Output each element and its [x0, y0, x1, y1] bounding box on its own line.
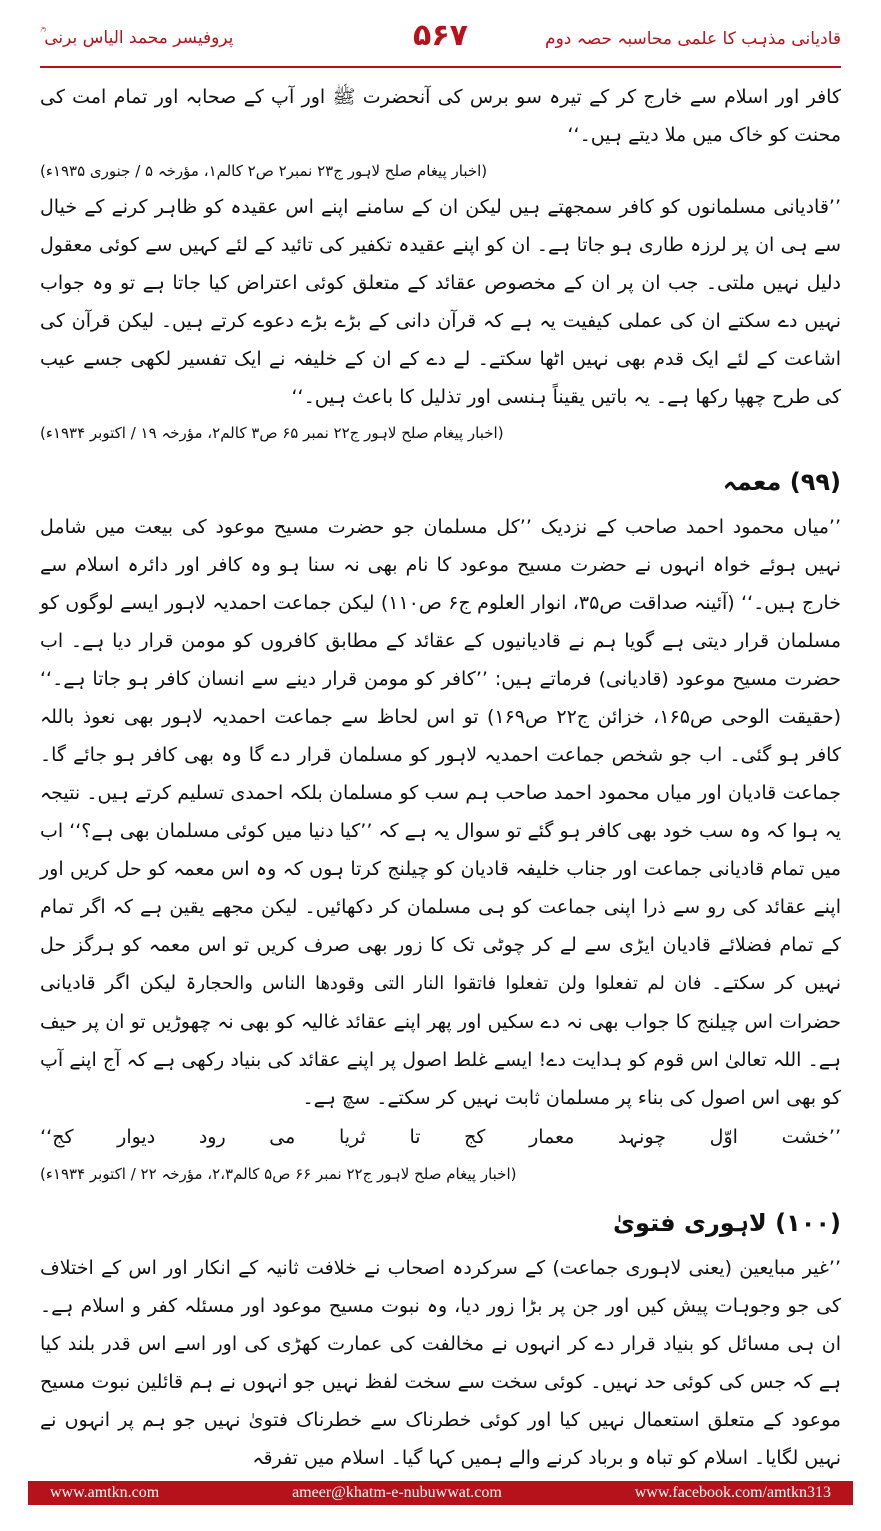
verse-word: تا	[409, 1126, 421, 1148]
reference-2: (اخبار پیغام صلح لاہور ج۲۲ نمبر ۶۵ ص۳ کالم۲، مؤرخہ ۱۹ / اکتوبر ۱۹۳۴ء)	[40, 424, 504, 442]
verse-word: کج	[464, 1126, 486, 1148]
paragraph-3-text: ’’میاں محمود احمد صاحب کے نزدیک ’’کل مسلمان جو حضرت مسیح موعود کی بیعت میں شامل نہیں ہوئے خواہ انہوں نے حضرت مسیح موعود کا نام بھی نہ سنا ہو وہ کافر اور دائرہ اسلام سے خارج ہیں۔‘‘ (آئینہ صداقت ص۳۵، انوار العلوم ج۶ ص۱۱۰) لیکن جماعت احمدیہ لاہور ایسے لوگوں کو مسلمان قرار دیتی ہے گویا ہم نے قادیانیوں کے عقائد کے مطابق کافروں کو مومن قرار دیا ہے۔ اب حضرت مسیح موعود (قادیانی) فرماتے ہیں: ’’کافر کو مومن قرار دینے سے انسان کافر ہو جاتا ہے۔‘‘ (حقیقت الوحی ص۱۶۵، خزائن ج۲۲ ص۱۶۹) تو اس لحاظ سے جماعت احمدیہ لاہور بھی نعوذ باللہ کافر ہو گئی۔ اب جو شخص جماعت احمدیہ لاہور کو مسلمان قرار دے گا وہ بھی کافر ہو جائے گا۔ جماعت قادیان اور میاں محمود احمد صاحب ہم سب کو مسلمان بلکہ احمدی تسلیم کرتے ہیں۔ نتیجہ یہ ہوا کہ وہ سب خود بھی کافر ہو گئے تو سوال یہ ہے کہ ’’کیا دنیا میں کوئی مسلمان بھی ہے؟‘‘ اب میں تمام قادیانی جماعت اور جناب خلیفہ قادیان کو چیلنج کرتا ہوں کہ وہ اس معمہ کو حل کریں اور اپنے عقائد کی رو سے ذرا اپنی جماعت کو ہی مسلمان کر دکھائیں۔ لیکن مجھے یقین ہے کہ اگر تمام کے تمام فضلائے قادیان ایڑی سے لے کر چوٹی تک کا زور بھی صرف کریں تو اس معمہ کو ہرگز حل نہیں کر سکتے۔	[40, 516, 841, 994]
section-heading-99: (۹۹) معمہ	[722, 468, 841, 496]
verse-word: می	[269, 1126, 296, 1148]
email-link[interactable]: ameer@khatm-e-nubuwwat.com	[292, 1484, 502, 1501]
page-content	[40, 78, 841, 1477]
verse-word: رود	[198, 1126, 226, 1148]
persian-couplet	[40, 1117, 841, 1157]
paragraph-3-end: لیکن اگر قادیانی حضرات اس چیلنج کا جواب بھی نہ دے سکیں اور پھر اپنے عقائد غالیہ کو بھی نہ چھوڑیں تو ان پر حیف ہے۔ اللہ تعالیٰ اس قوم کو ہدایت دے! ایسے غلط اصول پر اپنے عقائد کی بنیاد رکھی ہے کہ آج اپنے آپ کو بھی اس اصول کی بناء پر مسلمان ثابت نہیں کر سکتے۔ سچ ہے۔	[40, 972, 841, 1109]
verse-word: ثریا	[338, 1126, 366, 1148]
paragraph-1: کافر اور اسلام سے خارج کر کے تیرہ سو برس کی آنحضرت ﷺ اور آپ کے صحابہ اور تمام امت کی محنت کو خاک میں ملا دیتے ہیں۔‘‘	[40, 86, 841, 146]
verse-word: ’’خشت	[781, 1126, 841, 1148]
quran-verse: فان لم تفعلوا ولن تفعلوا فاتقوا النار التی وقودھا الناس والحجارۃ	[185, 973, 702, 994]
verse-word: چونہد	[618, 1126, 667, 1148]
reference-1: (اخبار پیغام صلح لاہور ج۲۳ نمبر۲ ص۲ کالم۱، مؤرخہ ۵ / جنوری ۱۹۳۵ء)	[40, 162, 488, 180]
verse-word: معمار	[529, 1126, 575, 1148]
page-number: ۵۶۷	[413, 18, 468, 53]
section-heading-100: (۱۰۰) لاہوری فتویٰ	[613, 1209, 841, 1237]
reference-3: (اخبار پیغام صلح لاہور ج۲۲ نمبر ۶۶ ص۵ کالم۲،۳، مؤرخہ ۲۲ / اکتوبر ۱۹۳۴ء)	[40, 1165, 517, 1183]
book-title: قادیانی مذہب کا علمی محاسبہ حصہ دوم	[545, 29, 841, 49]
website-link[interactable]: www.amtkn.com	[50, 1484, 160, 1501]
paragraph-3	[40, 508, 841, 1117]
page-header	[40, 18, 841, 68]
verse-word: کج‘‘	[40, 1126, 74, 1148]
header-divider	[40, 66, 841, 68]
paragraph-4: ’’غیر مبایعین (یعنی لاہوری جماعت) کے سرکردہ اصحاب نے خلافت ثانیہ کے انکار اور اس کے اختلاف کی جو وجوہات پیش کیں اور جن پر بڑا زور دیا، وہ نبوت مسیح موعود اور مسئلہ کفر و اسلام ہے۔ ان ہی مسائل کو بنیاد قرار دے کر انہوں نے مخالفت کی عمارت کھڑی کی اور اسے اس قدر بلند کیا ہے کہ جس کی کوئی حد نہیں۔ کوئی سخت سے سخت لفظ نہیں جو انہوں نے ہم قائلین نبوت مسیح موعود کے متعلق استعمال نہیں کیا اور کوئی خطرناک سے خطرناک فتویٰ نہیں جو ہم پر انہوں نے نہیں لگایا۔ اسلام کو تباہ و برباد کرنے والے ہمیں کہا گیا۔ اسلام میں تفرقہ	[40, 1257, 841, 1469]
author-name: پروفیسر محمد الیاس برنی ؒ	[40, 28, 234, 48]
facebook-link[interactable]: www.facebook.com/amtkn313	[634, 1484, 831, 1501]
verse-word: اوّل	[709, 1126, 738, 1148]
page-footer	[28, 1481, 853, 1505]
verse-word: دیوار	[117, 1126, 156, 1148]
paragraph-2: ’’قادیانی مسلمانوں کو کافر سمجھتے ہیں لیکن ان کے سامنے اپنے اس عقیدہ کو ظاہر کرنے کے خیال سے ہی ان پر لرزہ طاری ہو جاتا ہے۔ ان کو اپنے عقیدہ تکفیر کی تائید کے لئے کہیں سے کوئی معقول دلیل نہیں ملتی۔ جب ان پر ان کے مخصوص عقائد کے متعلق کوئی اعتراض کیا جاتا ہے تو وہ جواب نہیں دے سکتے ان کی عملی کیفیت یہ ہے کہ قرآن دانی کے بڑے بڑے دعوے کرتے ہیں۔ لیکن قرآن کی اشاعت کے لئے ایک قدم بھی نہیں اٹھا سکتے۔ لے دے کے ان کے خلیفہ نے ایک تفسیر لکھی جسے عیب کی طرح چھپا رکھا ہے۔ یہ باتیں یقیناً ہنسی اور تذلیل کا باعث ہیں۔‘‘	[40, 196, 841, 408]
